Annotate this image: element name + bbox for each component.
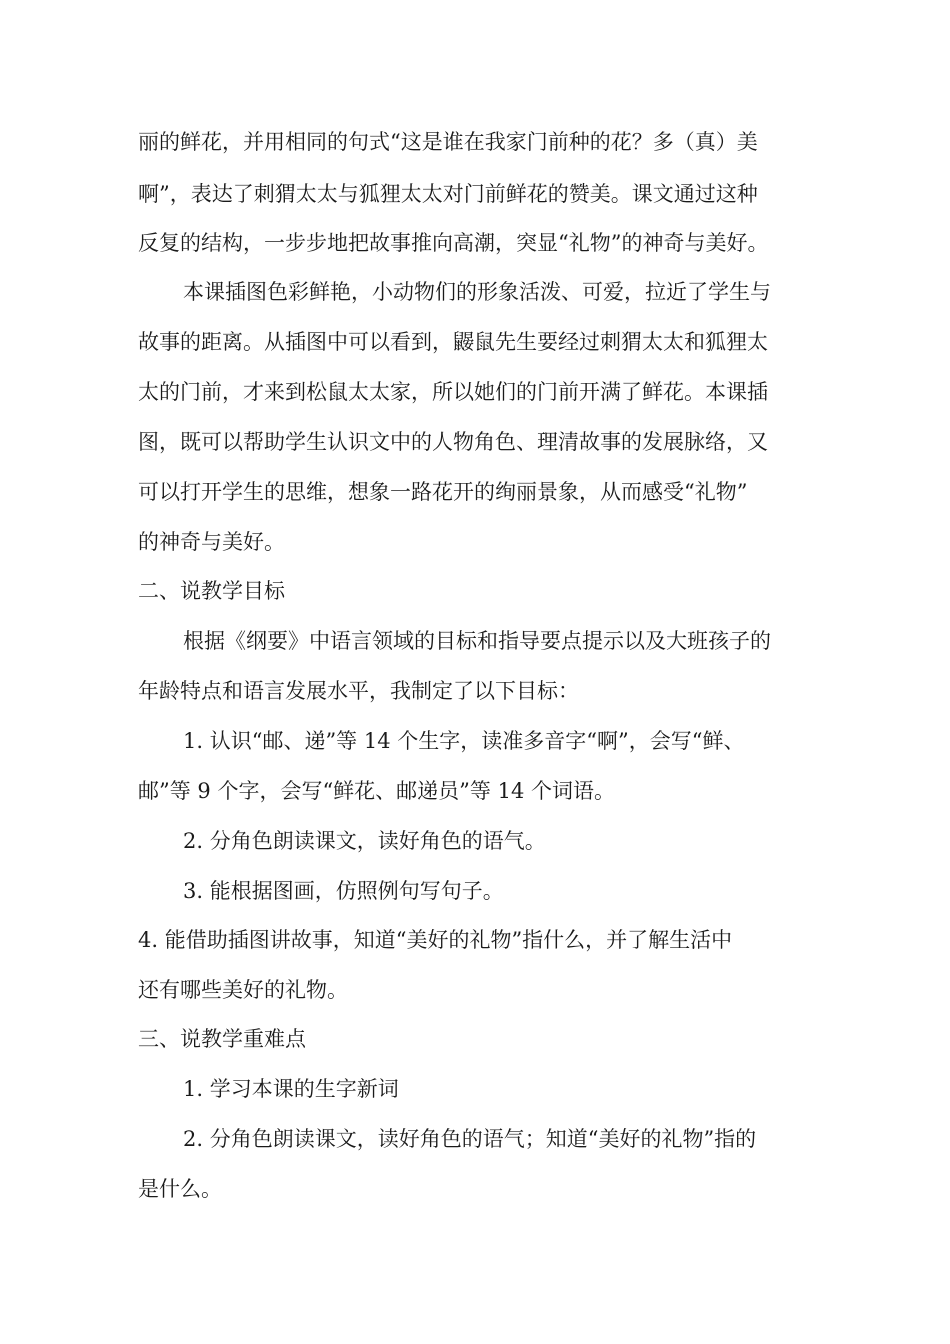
paragraph-start: 根据《纲要》中语言领域的目标和指导要点提示以及大班孩子的	[183, 629, 771, 653]
list-item: 4. 能借助插图讲故事，知道“美好的礼物”指什么，并了解生活中	[138, 928, 733, 952]
text-line: 还有哪些美好的礼物。	[138, 978, 348, 1002]
text-line: 反复的结构，一步步地把故事推向高潮，突显“礼物”的神奇与美好。	[138, 231, 769, 255]
list-item: 2. 分角色朗读课文，读好角色的语气。	[183, 829, 546, 853]
list-item: 3. 能根据图画，仿照例句写句子。	[183, 879, 504, 903]
list-item: 2. 分角色朗读课文，读好角色的语气；知道“美好的礼物”指的	[183, 1127, 757, 1151]
text-line: 的神奇与美好。	[138, 530, 285, 554]
paragraph-start: 本课插图色彩鲜艳，小动物们的形象活泼、可爱，拉近了学生与	[183, 280, 771, 304]
section-heading: 三、说教学重难点	[138, 1027, 306, 1051]
text-line: 可以打开学生的思维，想象一路花开的绚丽景象，从而感受“礼物”	[138, 480, 748, 504]
section-heading: 二、说教学目标	[138, 579, 285, 603]
text-line: 太的门前，才来到松鼠太太家，所以她们的门前开满了鲜花。本课插	[138, 380, 768, 404]
text-line: 年龄特点和语言发展水平，我制定了以下目标：	[138, 679, 579, 703]
list-item: 1. 学习本课的生字新词	[183, 1077, 399, 1101]
text-line: 邮”等 9 个字，会写“鲜花、邮递员”等 14 个词语。	[138, 779, 615, 803]
list-item: 1. 认识“邮、递”等 14 个生字，读准多音字“啊”，会写“鲜、	[183, 729, 745, 753]
text-line: 图，既可以帮助学生认识文中的人物角色、理清故事的发展脉络，又	[138, 430, 768, 454]
text-line: 是什么。	[138, 1177, 222, 1201]
text-line: 啊”，表达了刺猬太太与狐狸太太对门前鲜花的赞美。课文通过这种	[138, 182, 758, 206]
text-line: 故事的距离。从插图中可以看到，鼹鼠先生要经过刺猬太太和狐狸太	[138, 330, 768, 354]
text-line: 丽的鲜花，并用相同的句式“这是谁在我家门前种的花？多（真）美	[138, 130, 758, 154]
